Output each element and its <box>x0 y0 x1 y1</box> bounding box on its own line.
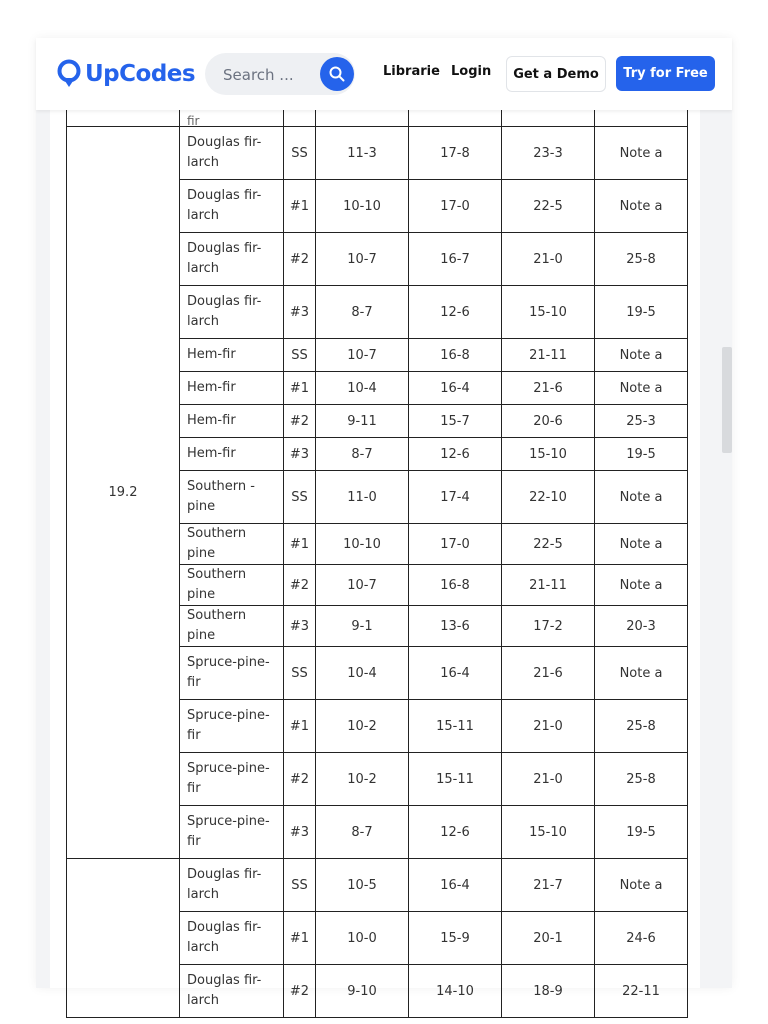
span-cell: Note a <box>595 180 688 233</box>
grade-cell: #3 <box>284 438 316 471</box>
left-gutter <box>36 110 50 988</box>
span-cell: 10-7 <box>316 339 409 372</box>
span-cell: 8-7 <box>316 438 409 471</box>
species-cell: Southern pine <box>180 524 284 565</box>
span-cell: 10-0 <box>316 912 409 965</box>
grade-cell: #3 <box>284 806 316 859</box>
span-cell: 25-8 <box>595 700 688 753</box>
span-cell: 22-10 <box>502 471 595 524</box>
grade-cell: SS <box>284 471 316 524</box>
span-cell: 22-11 <box>595 965 688 1018</box>
main-content <box>50 110 700 1008</box>
grade-cell: SS <box>284 647 316 700</box>
grade-cell: #3 <box>284 606 316 647</box>
species-cell: Spruce-pine-fir <box>180 700 284 753</box>
span-cell: Note a <box>595 647 688 700</box>
span-cell: 16-4 <box>409 647 502 700</box>
species-cell: Spruce-pine-fir <box>180 753 284 806</box>
span-cell: 12-6 <box>409 286 502 339</box>
span-cell: Note a <box>595 127 688 180</box>
span-cell: 17-0 <box>409 180 502 233</box>
span-cell: 23-3 <box>502 127 595 180</box>
grade-cell: #2 <box>284 565 316 606</box>
span-cell: 15-11 <box>409 753 502 806</box>
grade-cell: #2 <box>284 753 316 806</box>
grade-cell: #1 <box>284 700 316 753</box>
grade-cell: SS <box>284 339 316 372</box>
species-cell: Hem-fir <box>180 438 284 471</box>
span-cell: 8-7 <box>316 806 409 859</box>
span-cell: 16-7 <box>409 233 502 286</box>
span-cell: 12-6 <box>409 438 502 471</box>
span-cell: 15-7 <box>409 405 502 438</box>
span-cell: 14-10 <box>409 965 502 1018</box>
span-cell: 20-1 <box>502 912 595 965</box>
species-cell: Douglas fir-larch <box>180 965 284 1018</box>
span-cell: 21-6 <box>502 647 595 700</box>
span-cell: 15-9 <box>409 912 502 965</box>
span-cell: 19-5 <box>595 286 688 339</box>
span-cell: 9-1 <box>316 606 409 647</box>
span-cell: 21-0 <box>502 700 595 753</box>
span-cell: 11-3 <box>316 127 409 180</box>
search-input[interactable] <box>221 64 321 86</box>
species-cell: Hem-fir <box>180 339 284 372</box>
span-cell: 19-5 <box>595 806 688 859</box>
span-cell: 21-7 <box>502 859 595 912</box>
span-cell: 25-3 <box>595 405 688 438</box>
span-cell: 15-10 <box>502 286 595 339</box>
right-gutter <box>700 110 732 988</box>
spacing-cell <box>67 859 180 1018</box>
species-cell: Douglas fir-larch <box>180 286 284 339</box>
species-cell: Douglas fir-larch <box>180 233 284 286</box>
species-cell: Spruce-pine-fir <box>180 647 284 700</box>
span-cell: 22-5 <box>502 524 595 565</box>
span-cell: 13-6 <box>409 606 502 647</box>
table-row <box>67 127 688 180</box>
span-cell: 20-6 <box>502 405 595 438</box>
logo-pin-icon <box>56 59 82 89</box>
brand-name: UpCodes <box>85 61 196 87</box>
span-cell: Note a <box>595 859 688 912</box>
species-cell: fir <box>180 101 284 127</box>
grade-cell: #1 <box>284 912 316 965</box>
span-cell: 9-11 <box>316 405 409 438</box>
species-cell: Douglas fir-larch <box>180 180 284 233</box>
span-cell: 16-4 <box>409 859 502 912</box>
spacing-cell: 19.2 <box>67 127 180 859</box>
span-cell: 10-4 <box>316 372 409 405</box>
span-cell: 21-11 <box>502 565 595 606</box>
species-cell: Hem-fir <box>180 372 284 405</box>
span-cell: Note a <box>595 565 688 606</box>
span-cell: Note a <box>595 524 688 565</box>
species-cell: Hem-fir <box>180 405 284 438</box>
span-cell: 22-5 <box>502 180 595 233</box>
span-table <box>66 100 688 1018</box>
species-cell: Southern pine <box>180 565 284 606</box>
grade-cell: SS <box>284 859 316 912</box>
search-box <box>205 53 355 95</box>
span-cell: 16-4 <box>409 372 502 405</box>
span-cell: 21-6 <box>502 372 595 405</box>
species-cell: Douglas fir-larch <box>180 912 284 965</box>
span-cell: Note a <box>595 372 688 405</box>
species-cell: Spruce-pine-fir <box>180 806 284 859</box>
span-cell: 8-7 <box>316 286 409 339</box>
span-cell: 15-10 <box>502 806 595 859</box>
span-cell: 21-0 <box>502 753 595 806</box>
span-cell: 15-11 <box>409 700 502 753</box>
get-demo-button[interactable]: Get a Demo <box>506 56 606 92</box>
nav-login-link[interactable]: Login <box>451 64 492 79</box>
site-header <box>36 38 732 110</box>
span-cell: 16-8 <box>409 565 502 606</box>
span-cell: 20-3 <box>595 606 688 647</box>
span-cell: 17-0 <box>409 524 502 565</box>
span-cell: 15-10 <box>502 438 595 471</box>
grade-cell: #1 <box>284 524 316 565</box>
grade-cell: #1 <box>284 372 316 405</box>
grade-cell: #1 <box>284 180 316 233</box>
span-cell: Note a <box>595 471 688 524</box>
species-cell: Douglas fir-larch <box>180 859 284 912</box>
grade-cell: #3 <box>284 286 316 339</box>
span-cell: 17-8 <box>409 127 502 180</box>
span-cell: 10-7 <box>316 565 409 606</box>
scrollbar-thumb[interactable] <box>722 347 732 453</box>
span-cell: 21-0 <box>502 233 595 286</box>
span-cell: 10-10 <box>316 180 409 233</box>
span-cell: 11-0 <box>316 471 409 524</box>
species-cell: Southern pine <box>180 606 284 647</box>
search-icon <box>329 66 345 82</box>
span-cell: 9-10 <box>316 965 409 1018</box>
span-cell: 21-11 <box>502 339 595 372</box>
span-cell: 10-2 <box>316 753 409 806</box>
span-cell: 17-4 <box>409 471 502 524</box>
span-cell: 18-9 <box>502 965 595 1018</box>
span-cell: Note a <box>595 339 688 372</box>
span-cell: 10-10 <box>316 524 409 565</box>
span-cell: 16-8 <box>409 339 502 372</box>
species-cell: Southern -pine <box>180 471 284 524</box>
search-button[interactable] <box>320 57 354 91</box>
span-cell: 25-8 <box>595 753 688 806</box>
nav-libraries-link[interactable]: Librarie <box>383 64 440 79</box>
try-free-button[interactable]: Try for Free <box>616 56 715 91</box>
span-cell: 24-6 <box>595 912 688 965</box>
grade-cell: SS <box>284 127 316 180</box>
span-cell: 17-2 <box>502 606 595 647</box>
span-cell: 25-8 <box>595 233 688 286</box>
grade-cell: #2 <box>284 965 316 1018</box>
span-cell: 19-5 <box>595 438 688 471</box>
upcodes-logo[interactable] <box>56 57 195 91</box>
span-cell: 12-6 <box>409 806 502 859</box>
grade-cell: #2 <box>284 405 316 438</box>
grade-cell: #2 <box>284 233 316 286</box>
span-cell: 10-2 <box>316 700 409 753</box>
span-cell: 10-4 <box>316 647 409 700</box>
table-row <box>67 859 688 912</box>
span-cell: 10-5 <box>316 859 409 912</box>
span-cell: 10-7 <box>316 233 409 286</box>
species-cell: Douglas fir-larch <box>180 127 284 180</box>
